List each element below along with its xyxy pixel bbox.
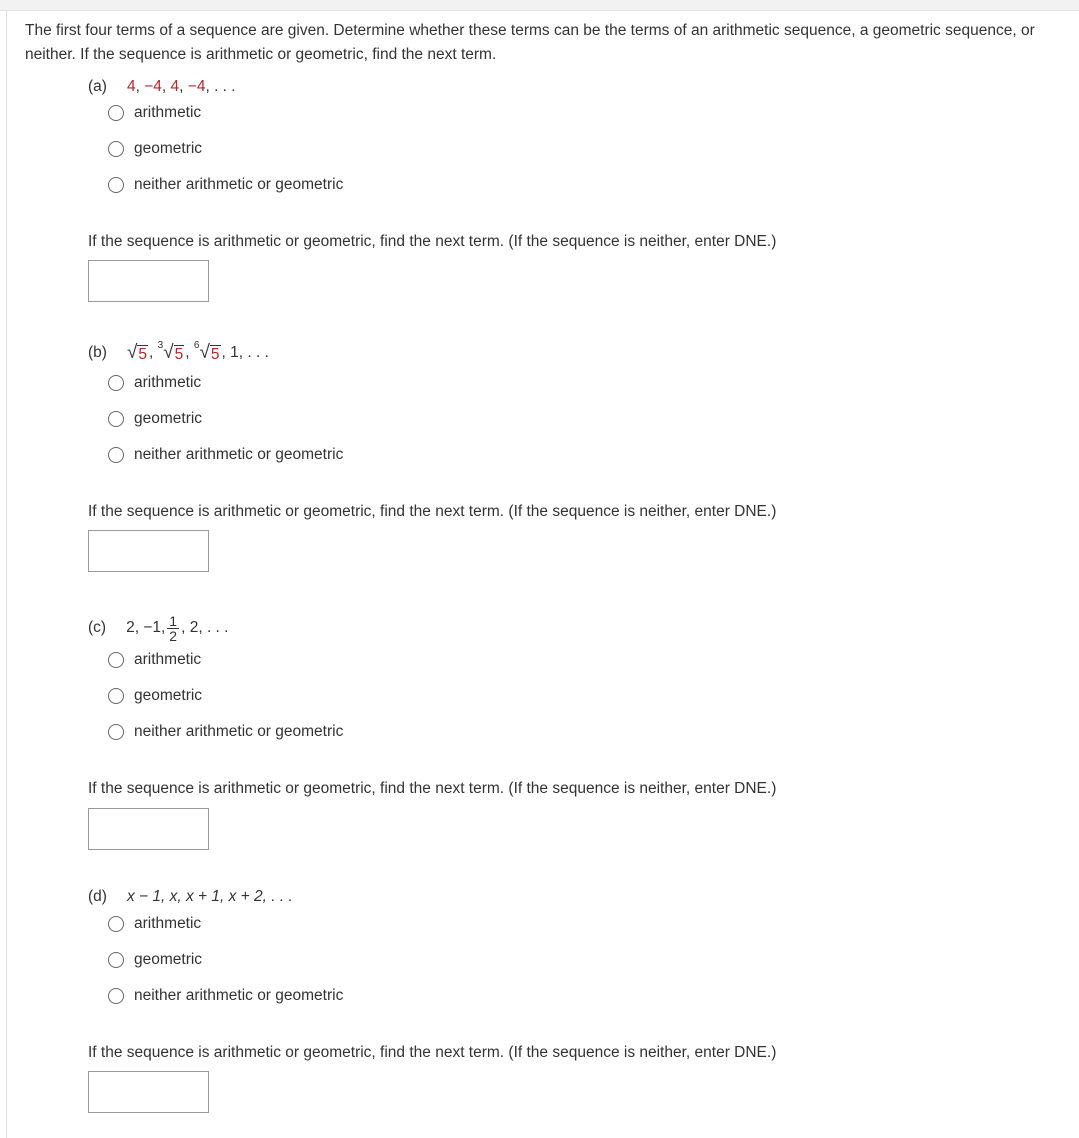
radicand: 5	[210, 346, 220, 363]
option-label: arithmetic	[134, 651, 202, 668]
next-term-prompt: If the sequence is arithmetic or geometric, find the next term. (If the sequence is neither, enter DNE.)	[88, 503, 777, 520]
terms: , 2, . . .	[181, 619, 229, 636]
square-root	[127, 343, 148, 363]
radio-circle-icon[interactable]	[108, 177, 124, 193]
ellipsis: , . . .	[238, 344, 269, 361]
radical-icon: √	[163, 342, 174, 363]
option-label: geometric	[134, 410, 203, 427]
sequence-a: (a) 4 , −4 , 4 , −4 , . . .	[88, 75, 236, 99]
radio-neither[interactable]	[108, 720, 343, 744]
part-label: (b)	[88, 344, 107, 361]
radio-geometric[interactable]	[108, 684, 202, 708]
radicand: 5	[174, 346, 184, 363]
next-term-prompt: If the sequence is arithmetic or geometric, find the next term. (If the sequence is neither, enter DNE.)	[88, 1044, 777, 1061]
next-term-input-c[interactable]	[88, 808, 209, 850]
radio-arithmetic[interactable]	[108, 101, 201, 125]
option-label: neither arithmetic or geometric	[134, 176, 344, 193]
option-label: geometric	[134, 687, 203, 704]
radio-geometric[interactable]	[108, 407, 202, 431]
term: 4	[170, 78, 180, 95]
fraction	[167, 614, 179, 643]
denominator: 2	[169, 627, 178, 644]
term: −4	[144, 78, 162, 95]
radio-circle-icon[interactable]	[108, 652, 124, 668]
sixth-root	[193, 340, 221, 363]
radio-circle-icon[interactable]	[108, 447, 124, 463]
radicand: 5	[138, 346, 148, 363]
radio-circle-icon[interactable]	[108, 916, 124, 932]
radio-circle-icon[interactable]	[108, 411, 124, 427]
top-bar	[0, 0, 1079, 11]
ellipsis: , . . .	[205, 78, 236, 95]
radio-arithmetic[interactable]	[108, 371, 201, 395]
sequence-c	[88, 612, 229, 644]
root-index: 3	[157, 340, 164, 351]
term: 1	[230, 344, 239, 361]
radio-circle-icon[interactable]	[108, 375, 124, 391]
radio-circle-icon[interactable]	[108, 688, 124, 704]
radio-circle-icon[interactable]	[108, 141, 124, 157]
option-label: neither arithmetic or geometric	[134, 723, 344, 740]
option-label: arithmetic	[134, 915, 202, 932]
radio-circle-icon[interactable]	[108, 105, 124, 121]
term: 4	[126, 78, 136, 95]
option-label: geometric	[134, 140, 203, 157]
part-label: (a)	[88, 78, 107, 95]
option-label: neither arithmetic or geometric	[134, 446, 344, 463]
option-label: arithmetic	[134, 104, 202, 121]
next-term-input-d[interactable]	[88, 1071, 209, 1113]
option-label: neither arithmetic or geometric	[134, 987, 344, 1004]
radio-geometric[interactable]	[108, 948, 202, 972]
part-label: (d)	[88, 888, 107, 905]
radio-circle-icon[interactable]	[108, 952, 124, 968]
terms: x − 1, x, x + 1, x + 2, . . .	[126, 888, 293, 905]
radio-neither[interactable]	[108, 173, 343, 197]
radical-icon: √	[126, 342, 138, 363]
option-label: arithmetic	[134, 374, 202, 391]
terms: 2, −1,	[126, 619, 166, 636]
question-intro: The first four terms of a sequence are given. Determine whether these terms can be the terms of an arithmetic sequence, a geometric sequence, or neither. If the sequence is arithmetic or geometric, find the next term.	[25, 22, 1035, 63]
radio-circle-icon[interactable]	[108, 724, 124, 740]
next-term-input-b[interactable]	[88, 530, 209, 572]
radio-neither[interactable]	[108, 443, 343, 467]
next-term-prompt: If the sequence is arithmetic or geometric, find the next term. (If the sequence is neither, enter DNE.)	[88, 233, 777, 250]
part-label: (c)	[88, 619, 107, 636]
numerator: 1	[169, 612, 178, 629]
next-term-prompt: If the sequence is arithmetic or geometric, find the next term. (If the sequence is neither, enter DNE.)	[88, 780, 777, 797]
cube-root	[157, 340, 185, 363]
root-index: 6	[193, 340, 200, 351]
radio-geometric[interactable]	[108, 137, 202, 161]
radio-arithmetic[interactable]	[108, 912, 201, 936]
term: −4	[187, 78, 206, 95]
next-term-input-a[interactable]	[88, 260, 209, 302]
radio-arithmetic[interactable]	[108, 648, 201, 672]
radio-circle-icon[interactable]	[108, 988, 124, 1004]
option-label: geometric	[134, 951, 203, 968]
left-border	[6, 11, 7, 1138]
radical-icon: √	[199, 342, 210, 363]
sequence-b: (b) √ 5 , 3 √ 5 , 6 √ 5 , 1 , . . .	[88, 340, 269, 363]
sequence-d	[88, 885, 293, 909]
radio-neither[interactable]	[108, 984, 343, 1008]
